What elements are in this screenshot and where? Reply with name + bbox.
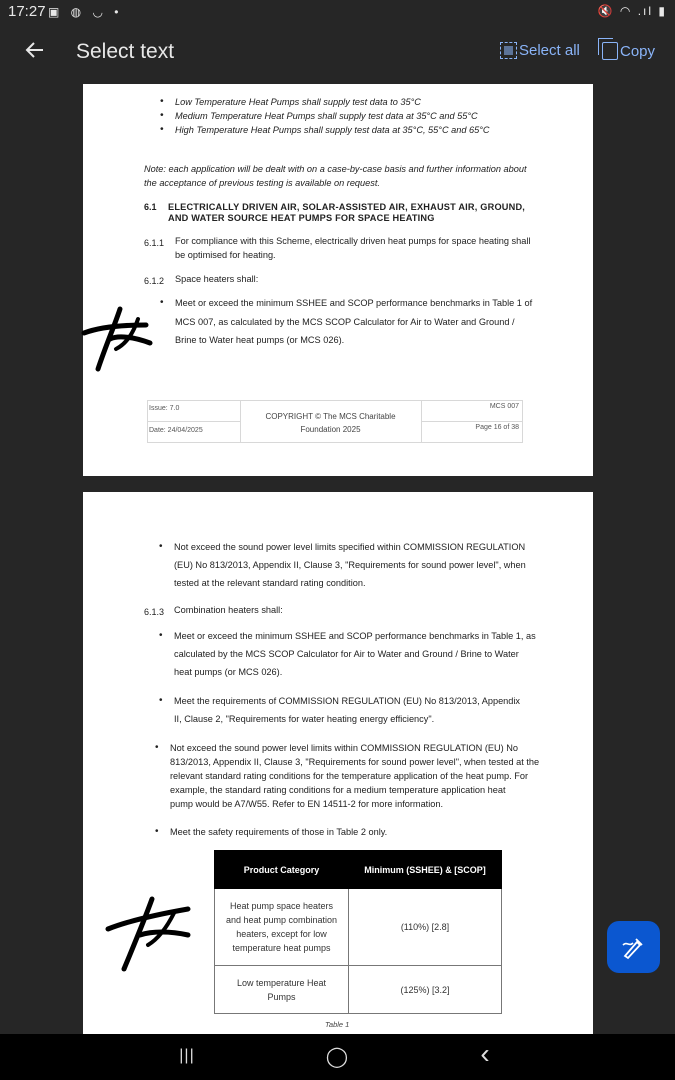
paragraph-line: For compliance with this Scheme, electrically driven heat pumps for space heating shall xyxy=(175,236,531,246)
list-item-line: calculated by the MCS SCOP Calculator for Air to Water and Ground / Brine to Water xyxy=(174,649,519,659)
list-item: • Meet or exceed the minimum SSHEE and SCOP performance benchmarks in Table 1, as xyxy=(174,627,536,645)
list-item-line: Brine to Water heat pumps (or MCS 026). xyxy=(175,335,345,345)
list-item-line: heat pumps (or MCS 026). xyxy=(174,667,283,677)
table-cell: Low temperature Heat Pumps xyxy=(215,966,349,1014)
list-item: • High Temperature Heat Pumps shall supply test data at 35°C, 55°C and 65°C xyxy=(175,123,490,137)
pen-icon xyxy=(621,935,646,960)
page-title: Select text xyxy=(76,40,175,63)
note-line: Note: each application will be dealt with on a case-by-case basis and further information about xyxy=(144,164,527,174)
list-item-line: II, Clause 2, "Requirements for water heating energy efficiency". xyxy=(174,714,435,724)
section-number: 6.1.2 xyxy=(144,276,165,286)
list-item: • Not exceed the sound power level limits within COMMISSION REGULATION (EU) No xyxy=(170,741,518,755)
paragraph-line: Space heaters shall: xyxy=(175,274,259,284)
select-all-label: Select all xyxy=(519,42,580,59)
copy-icon xyxy=(602,42,618,60)
list-item: • Meet the safety requirements of those in Table 2 only. xyxy=(170,825,387,839)
status-bar xyxy=(0,0,675,24)
footer-doc-id: MCS 007 xyxy=(489,403,519,410)
table-row xyxy=(215,966,502,1014)
table-caption: Table 1 xyxy=(325,1020,350,1029)
handwriting-fab-button[interactable] xyxy=(607,921,660,973)
list-item: • Not exceed the sound power level limits specified within COMMISSION REGULATION xyxy=(174,538,525,556)
section-number: 6.1.3 xyxy=(144,607,165,617)
footer-page-number: Page 16 of 38 xyxy=(475,424,519,431)
page-footer xyxy=(147,400,523,443)
document-page-16[interactable] xyxy=(83,84,593,476)
copy-button[interactable] xyxy=(602,42,655,60)
section-number: 6.1.1 xyxy=(144,238,165,248)
handwritten-mark xyxy=(104,895,194,973)
select-all-icon xyxy=(500,42,517,59)
table-row xyxy=(215,889,502,966)
list-item: • Medium Temperature Heat Pumps shall supply test data at 35°C and 55°C xyxy=(175,109,478,123)
performance-table xyxy=(214,850,502,1014)
section-title: AND WATER SOURCE HEAT PUMPS FOR SPACE HEATING xyxy=(168,213,435,223)
nav-back-icon[interactable]: ‹ xyxy=(480,1038,490,1069)
list-item-line: relevant standard rating conditions for the temperature application of the heat pump. For xyxy=(170,771,529,781)
list-item-line: pump would be A7/W55. Refer to EN 14511-2 for more information. xyxy=(170,799,444,809)
copy-label: Copy xyxy=(620,42,656,60)
table-cell: Heat pump space heaters and heat pump combination heaters, except for low temperature heat pumps xyxy=(215,889,349,966)
table-cell: (125%) [3.2] xyxy=(349,966,502,1014)
section-number: 6.1 xyxy=(144,202,157,212)
list-item: • Meet or exceed the minimum SSHEE and SCOP performance benchmarks in Table 1 of xyxy=(175,294,532,312)
footer-date: Date: 24/04/2025 xyxy=(149,427,203,434)
system-nav-bar xyxy=(0,1034,675,1080)
footer-issue: Issue: 7.0 xyxy=(149,405,180,412)
select-all-button[interactable] xyxy=(500,42,580,59)
notification-icons: ▣ ◍ ◡ • xyxy=(48,5,123,19)
list-item-line: (EU) No 813/2013, Appendix II, Clause 3, "Requirements for sound power level", when xyxy=(174,560,526,570)
section-title: ELECTRICALLY DRIVEN AIR, SOLAR-ASSISTED AIR, EXHAUST AIR, GROUND, xyxy=(168,202,526,212)
list-item: • Low Temperature Heat Pumps shall supply test data to 35°C xyxy=(175,95,421,109)
list-item-line: example, the standard rating conditions for a medium temperature application heat xyxy=(170,785,506,795)
list-item-line: tested at the relevant standard rating condition. xyxy=(174,578,366,588)
paragraph-line: be optimised for heating. xyxy=(175,250,276,260)
recents-icon[interactable]: ||| xyxy=(179,1047,195,1064)
table-cell: (110%) [2.8] xyxy=(349,889,502,966)
column-header: Product Category xyxy=(215,851,349,889)
handwritten-mark xyxy=(80,305,154,373)
status-time: 17:27 xyxy=(8,3,46,20)
home-icon[interactable]: ◯ xyxy=(325,1046,349,1068)
footer-copyright: COPYRIGHT © The MCS Charitable Foundation 2025 xyxy=(265,412,396,434)
paragraph-line: Combination heaters shall: xyxy=(174,605,283,615)
list-item-line: 813/2013, Appendix II, Clause 3, "Requirements for sound power level", when tested at the xyxy=(170,757,540,767)
note-line: the acceptance of previous testing is available on request. xyxy=(144,178,380,188)
back-arrow-icon[interactable] xyxy=(20,38,50,68)
table-header-row xyxy=(215,851,502,889)
column-header: Minimum (SSHEE) & [SCOP] xyxy=(349,851,502,889)
app-bar xyxy=(0,28,675,78)
system-icons: 🔇 ◠ .ıl ▮ xyxy=(597,4,667,18)
list-item: • Meet the requirements of COMMISSION REGULATION (EU) No 813/2013, Appendix xyxy=(174,692,520,710)
list-item-line: MCS 007, as calculated by the MCS SCOP Calculator for Air to Water and Ground / xyxy=(175,317,515,327)
